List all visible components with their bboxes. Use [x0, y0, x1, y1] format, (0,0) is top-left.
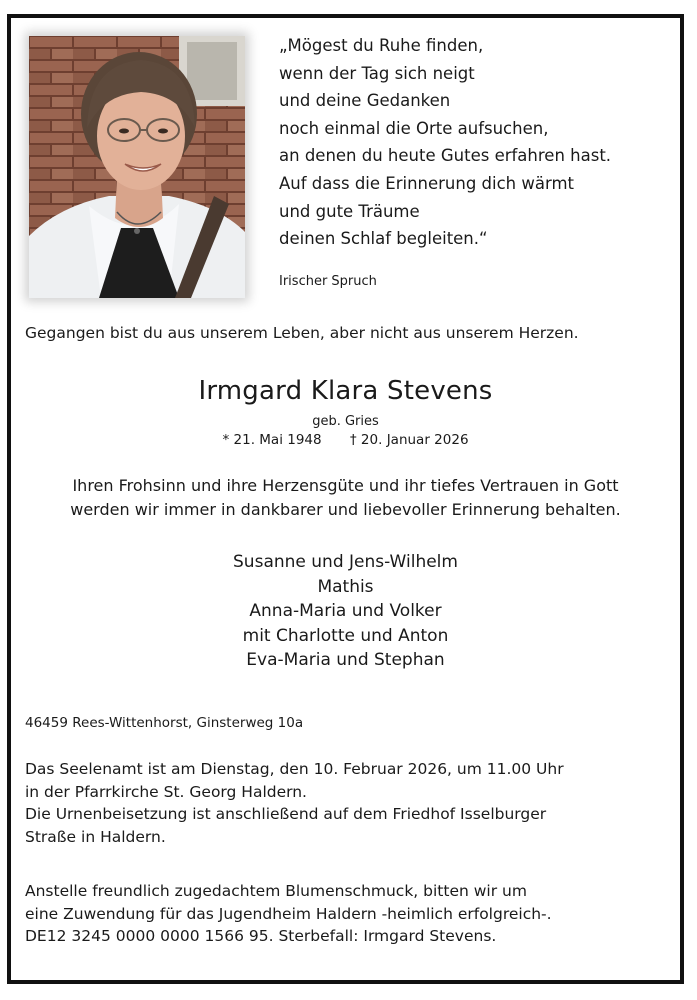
poem-line: noch einmal die Orte aufsuchen, [279, 118, 549, 138]
portrait-photo [29, 36, 245, 298]
tribute-text [11, 474, 680, 522]
poem-line: und deine Gedanken [279, 91, 451, 111]
death-date: † 20. Januar 2026 [349, 432, 469, 448]
tribute-line: werden wir immer in dankbarer und liebevoller Erinnerung behalten. [70, 500, 621, 519]
service-line: in der Pfarrkirche St. Georg Haldern. [25, 782, 307, 801]
family-member: Mathis [317, 576, 374, 597]
service-info [25, 758, 564, 848]
poem-line: wenn der Tag sich neigt [279, 63, 475, 83]
deceased-name: Irmgard Klara Stevens [198, 376, 493, 406]
poem-line: „Mögest du Ruhe finden, [279, 36, 484, 55]
poem-line: Auf dass die Erinnerung dich wärmt [279, 173, 575, 193]
donation-line: eine Zuwendung für das Jugendheim Haldern -heimlich erfolgreich-. [25, 904, 552, 923]
family-list [11, 550, 680, 673]
donation-line: Anstelle freundlich zugedachtem Blumenschmuck, bitten wir um [25, 882, 527, 900]
address: 46459 Rees-Wittenhorst, Ginsterweg 10a [25, 715, 304, 731]
birth-date: * 21. Mai 1948 [222, 432, 322, 448]
poem-line: und gute Träume [279, 201, 420, 221]
donation-info [25, 880, 552, 948]
life-dates [11, 432, 680, 448]
service-line: Straße in Haldern. [25, 827, 166, 846]
service-line: Das Seelenamt ist am Dienstag, den 10. Februar 2026, um 11.00 Uhr [25, 760, 564, 778]
poem-source: Irischer Spruch [279, 274, 377, 289]
family-member: Eva-Maria und Stephan [246, 650, 445, 671]
lead-line: Gegangen bist du aus unserem Leben, aber nicht aus unserem Herzen. [25, 324, 579, 342]
poem-line: an denen du heute Gutes erfahren hast. [279, 146, 612, 166]
maiden-name: geb. Gries [312, 414, 379, 429]
tribute-line: Ihren Frohsinn und ihre Herzensgüte und ihr tiefes Vertrauen in Gott [72, 476, 619, 495]
obituary-frame [7, 14, 684, 984]
family-member: Anna-Maria und Volker [249, 601, 442, 622]
family-member: mit Charlotte und Anton [242, 625, 449, 646]
portrait-illustration [29, 36, 245, 298]
family-member: Susanne und Jens-Wilhelm [233, 552, 458, 572]
donation-line: DE12 3245 0000 0000 1566 95. Sterbefall: Irmgard Stevens. [25, 927, 497, 946]
poem [279, 32, 611, 253]
service-line: Die Urnenbeisetzung ist anschließend auf dem Friedhof Isselburger [25, 805, 547, 824]
poem-line: deinen Schlaf begleiten.“ [279, 229, 488, 249]
